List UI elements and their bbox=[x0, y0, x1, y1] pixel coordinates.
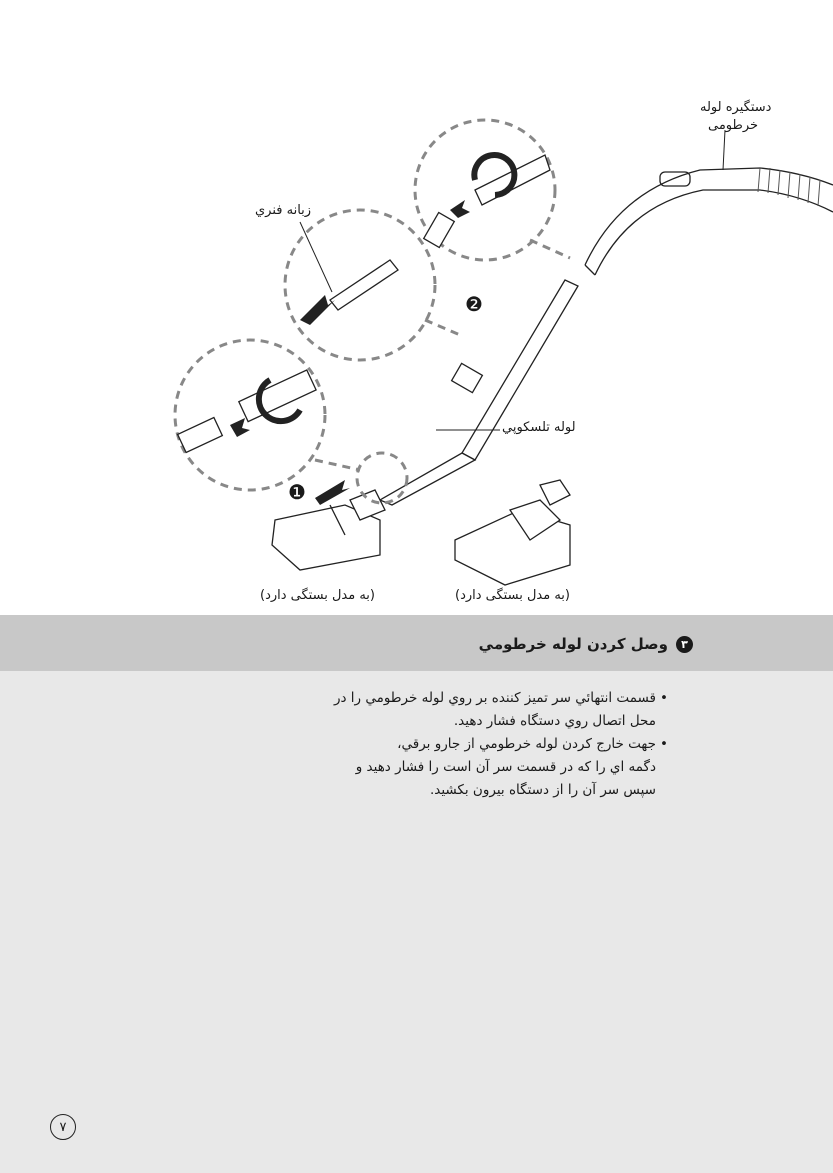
instruction-line: • جهت خارج كردن لوله خرطومي از جارو برقي، bbox=[397, 736, 656, 752]
floor-nozzle-right bbox=[455, 480, 570, 585]
model-note-left: (به مدل بستگی دارد) bbox=[260, 588, 375, 603]
instruction-line: سپس سر آن را از دستگاه بيرون بكشيد. bbox=[429, 782, 656, 798]
instruction-item bbox=[308, 733, 668, 802]
model-note-right: (به مدل بستگی دارد) bbox=[455, 588, 570, 603]
step-2-marker: ❷ bbox=[465, 292, 483, 316]
section-header-band bbox=[0, 615, 833, 671]
instruction-item bbox=[308, 687, 668, 733]
instruction-line: محل اتصال روي دستگاه فشار دهيد. bbox=[453, 713, 656, 729]
section-title bbox=[479, 635, 693, 653]
section-number: ۳ bbox=[676, 636, 693, 653]
instruction-line: دگمه اي را كه در قسمت سر آن است را فشار دهيد و bbox=[355, 759, 656, 775]
direction-arrows bbox=[230, 200, 470, 505]
section-title-text: وصل كردن لوله خرطومي bbox=[478, 635, 668, 653]
hose-handle-label-1: دستگيره لوله bbox=[700, 100, 772, 115]
hose-drawing bbox=[585, 168, 833, 275]
instruction-list bbox=[308, 687, 668, 802]
instruction-line: • قسمت انتهائي سر تميز كننده بر روي لوله خرطومي را در bbox=[333, 690, 656, 706]
step-1-marker: ❶ bbox=[288, 480, 306, 504]
telescopic-tube-label: لوله تلسكوپي bbox=[502, 420, 576, 435]
spring-tab-label: زبانه فنري bbox=[255, 203, 312, 218]
page-number: ۷ bbox=[50, 1114, 76, 1140]
instructions-section bbox=[0, 671, 833, 1173]
hose-handle-label-2: خرطومی bbox=[708, 118, 759, 133]
